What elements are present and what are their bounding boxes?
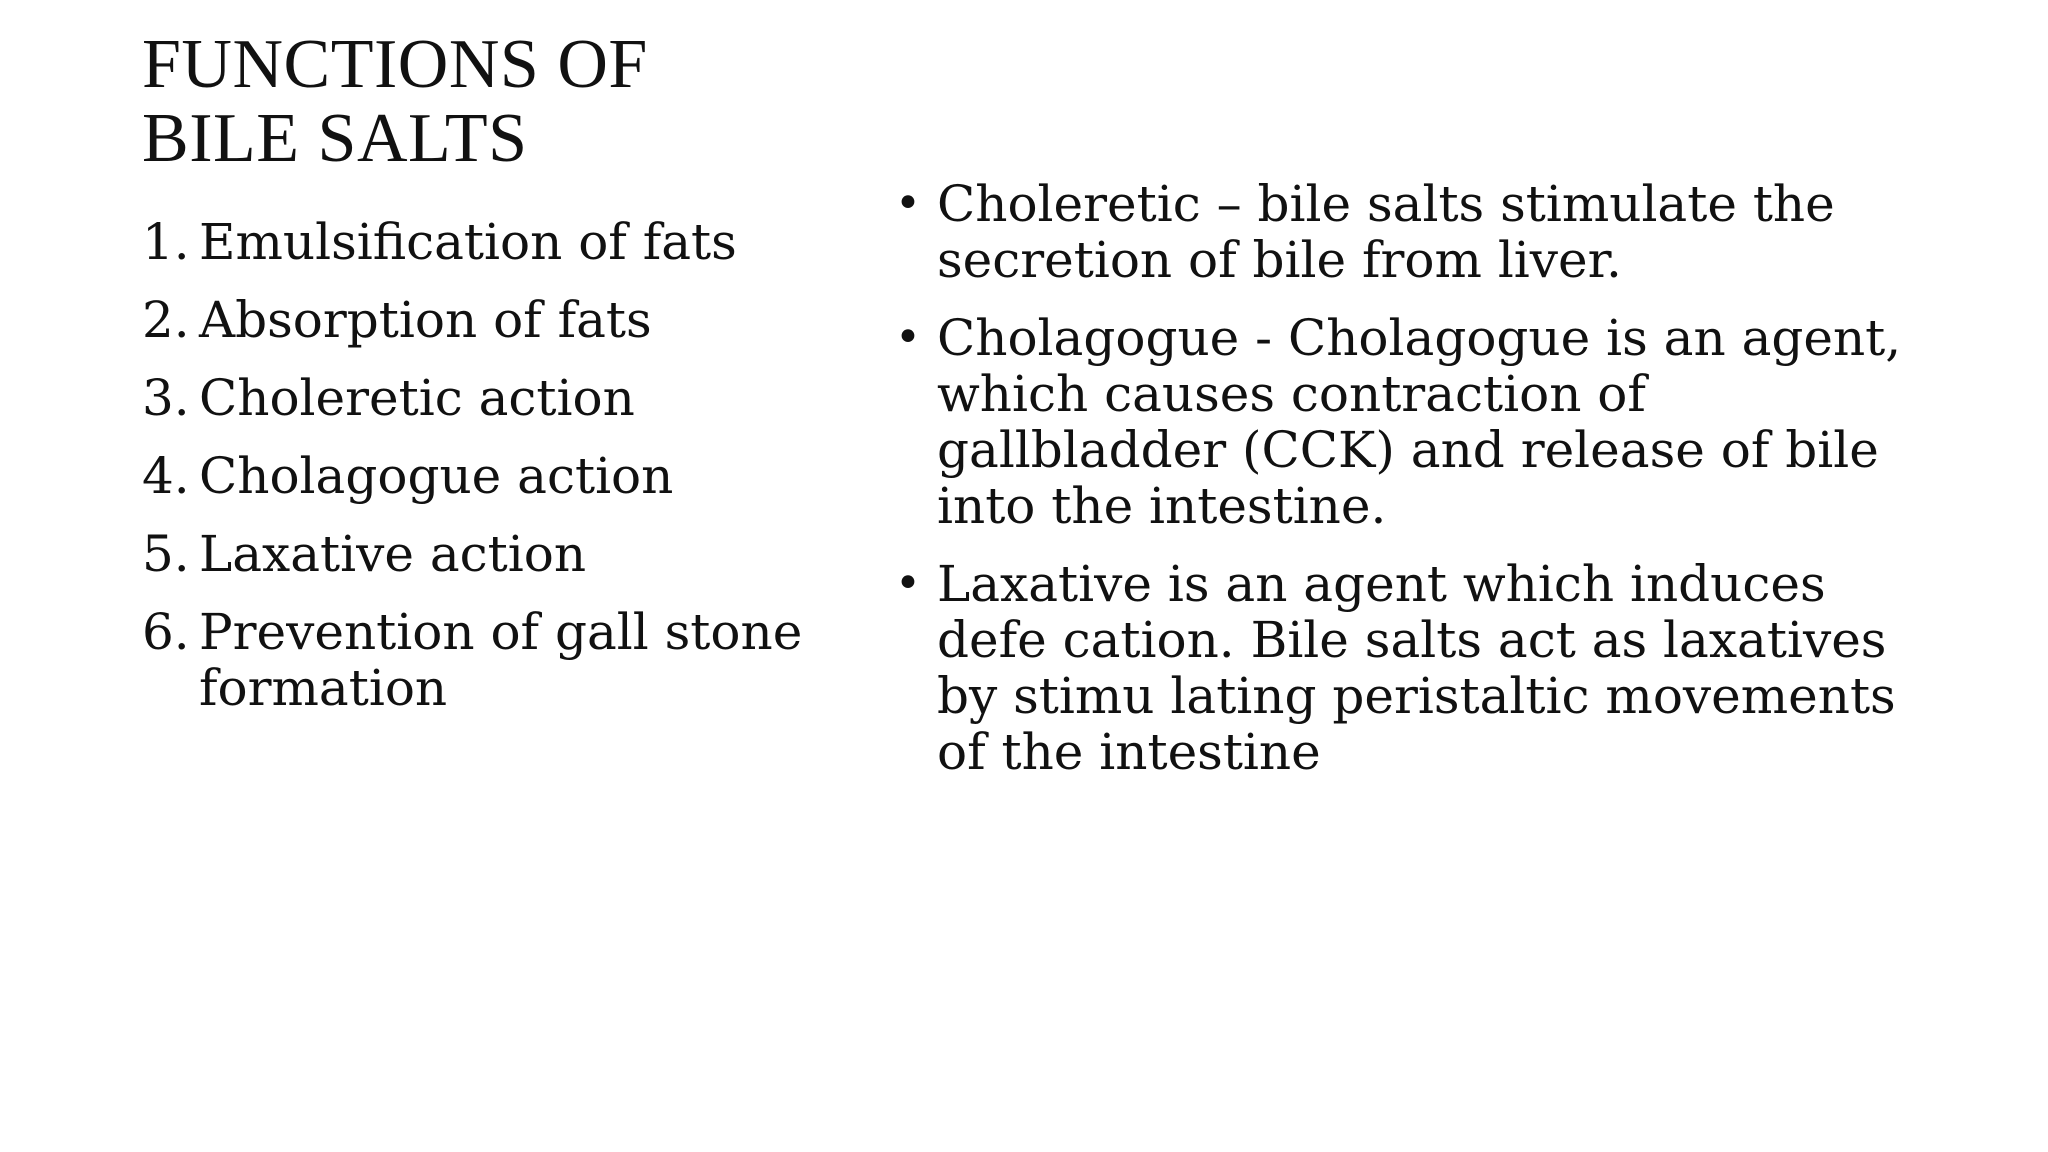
- bullet-item: [895, 556, 1915, 780]
- list-item-text: Absorption of fats: [199, 291, 652, 349]
- list-item: [142, 214, 842, 270]
- list-item-text: Choleretic action: [199, 369, 635, 427]
- list-item-number: 4.: [142, 447, 190, 505]
- list-item-number: 1.: [142, 213, 190, 271]
- list-item-text: Emulsification of fats: [199, 213, 737, 271]
- bullet-icon: •: [895, 312, 921, 363]
- slide-title-line-1: FUNCTIONS OF: [142, 26, 648, 103]
- list-item-number: 6.: [142, 603, 190, 661]
- list-item: [142, 448, 842, 504]
- list-item: [142, 526, 842, 582]
- bullet-item: [895, 176, 1915, 288]
- list-item: [142, 370, 842, 426]
- bullet-item: [895, 310, 1915, 534]
- bullet-icon: •: [895, 178, 921, 229]
- list-item: [142, 604, 842, 716]
- list-item-number: 5.: [142, 525, 190, 583]
- bullet-item-text: Laxative is an agent which induces defe cation. Bile salts act as laxatives by stimu lating peristaltic movements of the intestine: [937, 555, 1896, 781]
- explanation-bullet-list: [895, 176, 1915, 802]
- slide-title-line-2: BILE SALTS: [142, 100, 528, 177]
- list-item: [142, 292, 842, 348]
- list-item-text: Cholagogue action: [199, 447, 674, 505]
- list-item-number: 2.: [142, 291, 190, 349]
- list-item-number: 3.: [142, 369, 190, 427]
- functions-numbered-list: [142, 214, 842, 738]
- bullet-item-text: Cholagogue - Cholagogue is an agent, which causes contraction of gallbladder (CCK) and release of bile into the intestine.: [937, 309, 1902, 535]
- slide-title: [142, 28, 842, 176]
- bullet-icon: •: [895, 558, 921, 609]
- list-item-text: Laxative action: [199, 525, 587, 583]
- list-item-text: Prevention of gall stone formation: [199, 603, 803, 717]
- bullet-item-text: Choleretic – bile salts stimulate the secretion of bile from liver.: [937, 175, 1835, 289]
